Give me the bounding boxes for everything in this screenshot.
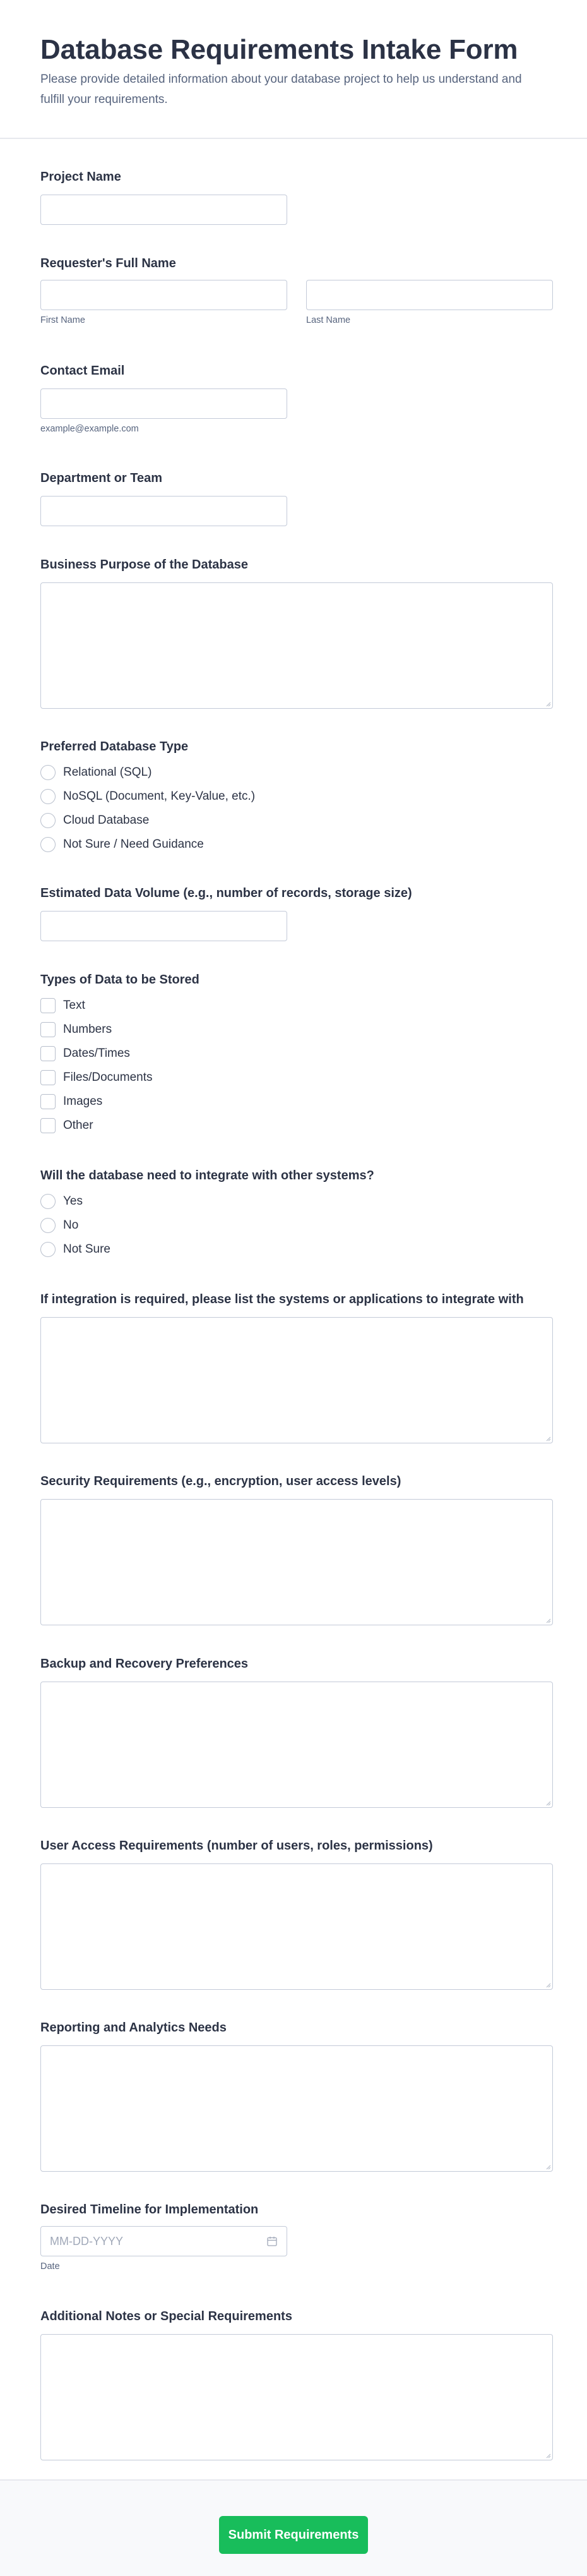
- reporting-field: [40, 2020, 553, 2172]
- db-type-option-label: Cloud Database: [63, 814, 150, 827]
- backup-textarea[interactable]: [40, 1682, 553, 1808]
- integrate-options: [40, 1189, 374, 1261]
- checkbox[interactable]: [40, 1022, 56, 1037]
- data-type-option-label: Files/Documents: [63, 1071, 153, 1084]
- timeline-field: [40, 2202, 287, 2272]
- radio-button[interactable]: [40, 765, 56, 780]
- integrate-option[interactable]: [40, 1213, 374, 1237]
- last-name-sublabel: Last Name: [306, 315, 351, 325]
- reporting-textarea[interactable]: [40, 2045, 553, 2172]
- backup-label: Backup and Recovery Preferences: [40, 1657, 249, 1671]
- radio-button[interactable]: [40, 837, 56, 852]
- db-type-option[interactable]: [40, 761, 255, 785]
- data-type-option[interactable]: [40, 1066, 199, 1090]
- full-name-label: Requester's Full Name: [40, 256, 176, 270]
- purpose-textarea[interactable]: [40, 582, 553, 709]
- integration-list-field: [40, 1292, 553, 1443]
- data-type-option[interactable]: [40, 1042, 199, 1066]
- data-type-option-label: Text: [63, 999, 85, 1012]
- first-name-input[interactable]: [40, 280, 287, 310]
- data-type-option-label: Other: [63, 1119, 93, 1132]
- last-name-input[interactable]: [306, 280, 553, 310]
- notes-field: [40, 2309, 553, 2460]
- date-placeholder: MM-DD-YYYY: [50, 2234, 123, 2248]
- db-type-option-label: Relational (SQL): [63, 766, 152, 779]
- resize-handle-icon[interactable]: [545, 1800, 551, 1806]
- integrate-option[interactable]: [40, 1189, 374, 1213]
- checkbox[interactable]: [40, 1046, 56, 1061]
- integration-list-textarea[interactable]: [40, 1317, 553, 1443]
- purpose-label: Business Purpose of the Database: [40, 558, 248, 572]
- project-name-field: [40, 169, 287, 225]
- checkbox[interactable]: [40, 1094, 56, 1109]
- notes-label: Additional Notes or Special Requirements: [40, 2309, 292, 2323]
- resize-handle-icon[interactable]: [545, 2452, 551, 2459]
- email-field: [40, 363, 287, 434]
- integrate-label: Will the database need to integrate with other systems?: [40, 1169, 374, 1183]
- volume-field: [40, 886, 412, 941]
- integration-list-label: If integration is required, please list the systems or applications to integrate with: [40, 1292, 524, 1306]
- db-type-option[interactable]: [40, 785, 255, 809]
- integrate-option-label: No: [63, 1219, 79, 1232]
- resize-handle-icon[interactable]: [545, 2164, 551, 2170]
- email-input[interactable]: [40, 388, 287, 419]
- user-access-label: User Access Requirements (number of users, roles, permissions): [40, 1839, 433, 1853]
- calendar-icon[interactable]: [266, 2236, 278, 2247]
- reporting-label: Reporting and Analytics Needs: [40, 2021, 227, 2035]
- checkbox[interactable]: [40, 1070, 56, 1085]
- user-access-textarea[interactable]: [40, 1863, 553, 1990]
- db-type-option-label: NoSQL (Document, Key-Value, etc.): [63, 790, 256, 803]
- data-type-option-label: Dates/Times: [63, 1047, 130, 1060]
- checkbox[interactable]: [40, 1118, 56, 1133]
- volume-label: Estimated Data Volume (e.g., number of records, storage size): [40, 886, 412, 900]
- resize-handle-icon[interactable]: [545, 1435, 551, 1441]
- security-field: [40, 1474, 553, 1625]
- volume-input[interactable]: [40, 911, 287, 941]
- department-field: [40, 471, 287, 526]
- db-type-label: Preferred Database Type: [40, 740, 189, 754]
- checkbox[interactable]: [40, 998, 56, 1013]
- email-label: Contact Email: [40, 364, 125, 378]
- form-footer: [0, 2479, 587, 2576]
- db-type-options: [40, 761, 255, 857]
- data-types-label: Types of Data to be Stored: [40, 973, 199, 987]
- purpose-field: [40, 557, 553, 709]
- db-type-option-label: Not Sure / Need Guidance: [63, 838, 204, 851]
- integrate-field: [40, 1168, 374, 1261]
- data-type-option[interactable]: [40, 1018, 199, 1042]
- date-input[interactable]: [40, 2226, 287, 2256]
- data-type-option-label: Numbers: [63, 1023, 112, 1036]
- integrate-option-label: Yes: [63, 1195, 83, 1208]
- db-type-option[interactable]: [40, 833, 255, 857]
- resize-handle-icon[interactable]: [545, 701, 551, 707]
- radio-button[interactable]: [40, 1218, 56, 1233]
- data-type-option[interactable]: [40, 1090, 199, 1114]
- security-textarea[interactable]: [40, 1499, 553, 1625]
- data-types-options: [40, 994, 199, 1138]
- data-type-option[interactable]: [40, 994, 199, 1018]
- data-types-field: [40, 972, 199, 1138]
- form-header: [0, 0, 587, 139]
- db-type-option[interactable]: [40, 809, 255, 833]
- submit-button[interactable]: Submit Requirements: [219, 2516, 368, 2554]
- resize-handle-icon[interactable]: [545, 1617, 551, 1623]
- radio-button[interactable]: [40, 813, 56, 828]
- form-description: Please provide detailed information about your database project to help us understand and fulfill your requirements.: [40, 73, 522, 106]
- db-type-field: [40, 739, 255, 857]
- department-input[interactable]: [40, 496, 287, 526]
- full-name-field: [40, 256, 553, 325]
- radio-button[interactable]: [40, 1242, 56, 1257]
- integrate-option-label: Not Sure: [63, 1243, 110, 1256]
- radio-button[interactable]: [40, 789, 56, 804]
- backup-field: [40, 1656, 553, 1808]
- data-type-option-label: Images: [63, 1095, 103, 1108]
- resize-handle-icon[interactable]: [545, 1982, 551, 1988]
- security-label: Security Requirements (e.g., encryption, user access levels): [40, 1474, 401, 1488]
- form-title: Database Requirements Intake Form: [40, 34, 518, 65]
- notes-textarea[interactable]: [40, 2334, 553, 2460]
- project-name-label: Project Name: [40, 170, 121, 184]
- email-sublabel: example@example.com: [40, 424, 139, 434]
- radio-button[interactable]: [40, 1194, 56, 1209]
- user-access-field: [40, 1838, 553, 1990]
- integrate-option[interactable]: [40, 1237, 374, 1261]
- data-type-option[interactable]: [40, 1114, 199, 1138]
- project-name-input[interactable]: [40, 195, 287, 225]
- date-sublabel: Date: [40, 2261, 60, 2272]
- timeline-label: Desired Timeline for Implementation: [40, 2203, 259, 2217]
- department-label: Department or Team: [40, 471, 163, 485]
- first-name-sublabel: First Name: [40, 315, 85, 325]
